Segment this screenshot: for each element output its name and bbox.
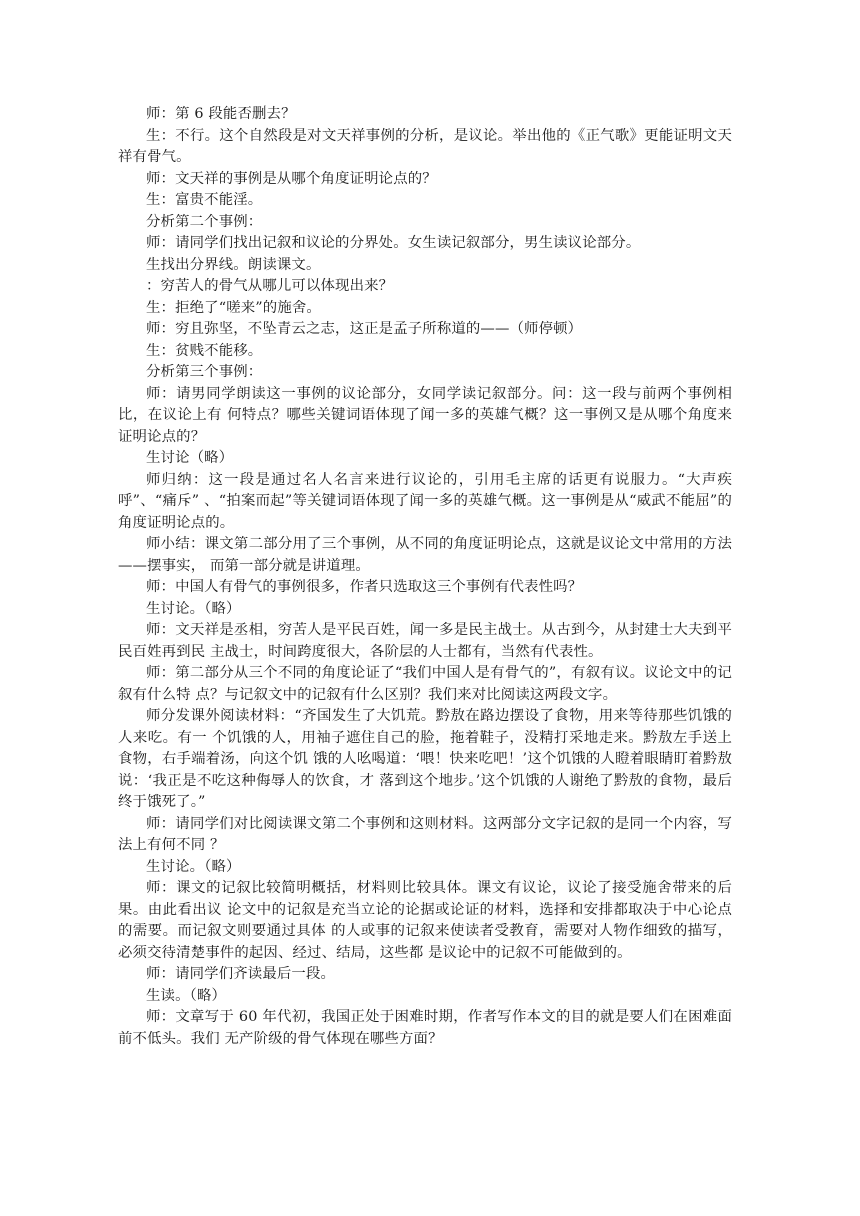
paragraph-17: 师：中国人有骨气的事例很多，作者只选取这三个事例有代表性吗？: [146, 579, 583, 595]
paragraph-16: 师小结：课文第二部分用了三个事例，从不同的角度证明论点，这就是议论文中常用的方法——摆事实， 而第一部分就是讲道理。: [118, 536, 732, 574]
paragraph-14: 生讨论（略）: [146, 450, 234, 466]
paragraph-26: 生读。（略）: [146, 987, 227, 1004]
paragraph-9: 生：拒绝了“嗟来”的施舍。: [146, 299, 321, 316]
paragraph-19: 师：文天祥是丞相，穷苦人是平民百姓，闻一多是民主战士。从古到今，从封建士大夫到平民百姓再到民 主战士，时间跨度很大，各阶层的人士都有，当然有代表性。: [118, 622, 732, 660]
paragraph-18: 生讨论。（略）: [146, 600, 241, 617]
paragraph-2: 生：不行。这个自然段是对文天祥事例的分析，是议论。举出他的《正气歌》更能证明文天祥有骨气。: [118, 127, 732, 165]
paragraph-10: 师：穷且弥坚，不坠青云之志，这正是孟子所称道的——（师停顿）: [146, 321, 583, 337]
paragraph-15: 师归纳：这一段是通过名人名言来进行议论的，引用毛主席的话更有说服力。“大声疾呼”、“痛斥” 、“拍案而起”等关键词语体现了闻一多的英雄气概。这一事例是从“威武不能屈”的角度证明论点的。: [118, 471, 732, 531]
paragraph-13: 师：请男同学朗读这一事例的议论部分，女同学读记叙部分。问：这一段与前两个事例相比，在议论上有 何特点？哪些关键词语体现了闻一多的英雄气概？这一事例又是从哪个角度来证明论点的？: [118, 385, 732, 445]
paragraph-1: 师：第 6 段能否删去？: [146, 106, 296, 122]
paragraph-21: 师分发课外阅读材料：“齐国发生了大饥荒。黔敖在路边摆设了食物，用来等待那些饥饿的人来吃。有一 个饥饿的人，用袖子遮住自己的脸，拖着鞋子，没精打采地走来。黔敖左手送上食物，右手端着汤，向这个饥 饿的人吆喝道：‘喂！快来吃吧！’这个饥饿的人瞪着眼睛盯着黔敖说：‘我正是不吃这种侮辱人的饮食，才 落到这个地步。’这个饥饿的人谢绝了黔敖的食物，最后终于饿死了。”: [118, 708, 732, 810]
paragraph-8: ：穷苦人的骨气从哪儿可以体现出来？: [146, 278, 394, 294]
paragraph-27: 师：文章写于 60 年代初，我国正处于困难时期，作者写作本文的目的就是要人们在困难面前不低头。我们 无产阶级的骨气体现在哪些方面？: [118, 1009, 732, 1047]
paragraph-25: 师：请同学们齐读最后一段。: [146, 966, 336, 982]
paragraph-22: 师：请同学们对比阅读课文第二个事例和这则材料。这两部分文字记叙的是同一个内容，写法上有何不同 ？: [118, 815, 732, 853]
paragraph-20: 师：第二部分从三个不同的角度论证了“我们中国人是有骨气的”，有叙有议。议论文中的记叙有什么特 点？与记叙文中的记叙有什么区别？我们来对比阅读这两段文字。: [118, 665, 732, 703]
paragraph-7: 生找出分界线。朗读课文。: [146, 256, 321, 273]
paragraph-5: 分析第二个事例：: [146, 213, 263, 230]
paragraph-23: 生讨论。（略）: [146, 858, 241, 875]
paragraph-12: 分析第三个事例：: [146, 364, 263, 380]
paragraph-11: 生：贫贱不能移。: [146, 342, 263, 359]
paragraph-24: 师：课文的记叙比较简明概括，材料则比较具体。课文有议论，议论了接受施舍带来的后果。由此看出议 论文中的记叙是充当立论的论据或论证的材料，选择和安排都取决于中心论点的需要。而记叙文则要通过具体 的人或事的记叙来使读者受教育，需要对人物作细致的描写，必须交待清楚事件的起因、经过、结局，这些都 是议论中的记叙不可能做到的。: [118, 880, 732, 961]
paragraph-4: 生：富贵不能淫。: [146, 192, 263, 208]
paragraph-6: 师：请同学们找出记叙和议论的分界处。女生读记叙部分，男生读议论部分。: [146, 235, 641, 251]
document-body: [118, 104, 732, 1050]
paragraph-3: 师：文天祥的事例是从哪个角度证明论点的？: [146, 170, 437, 187]
